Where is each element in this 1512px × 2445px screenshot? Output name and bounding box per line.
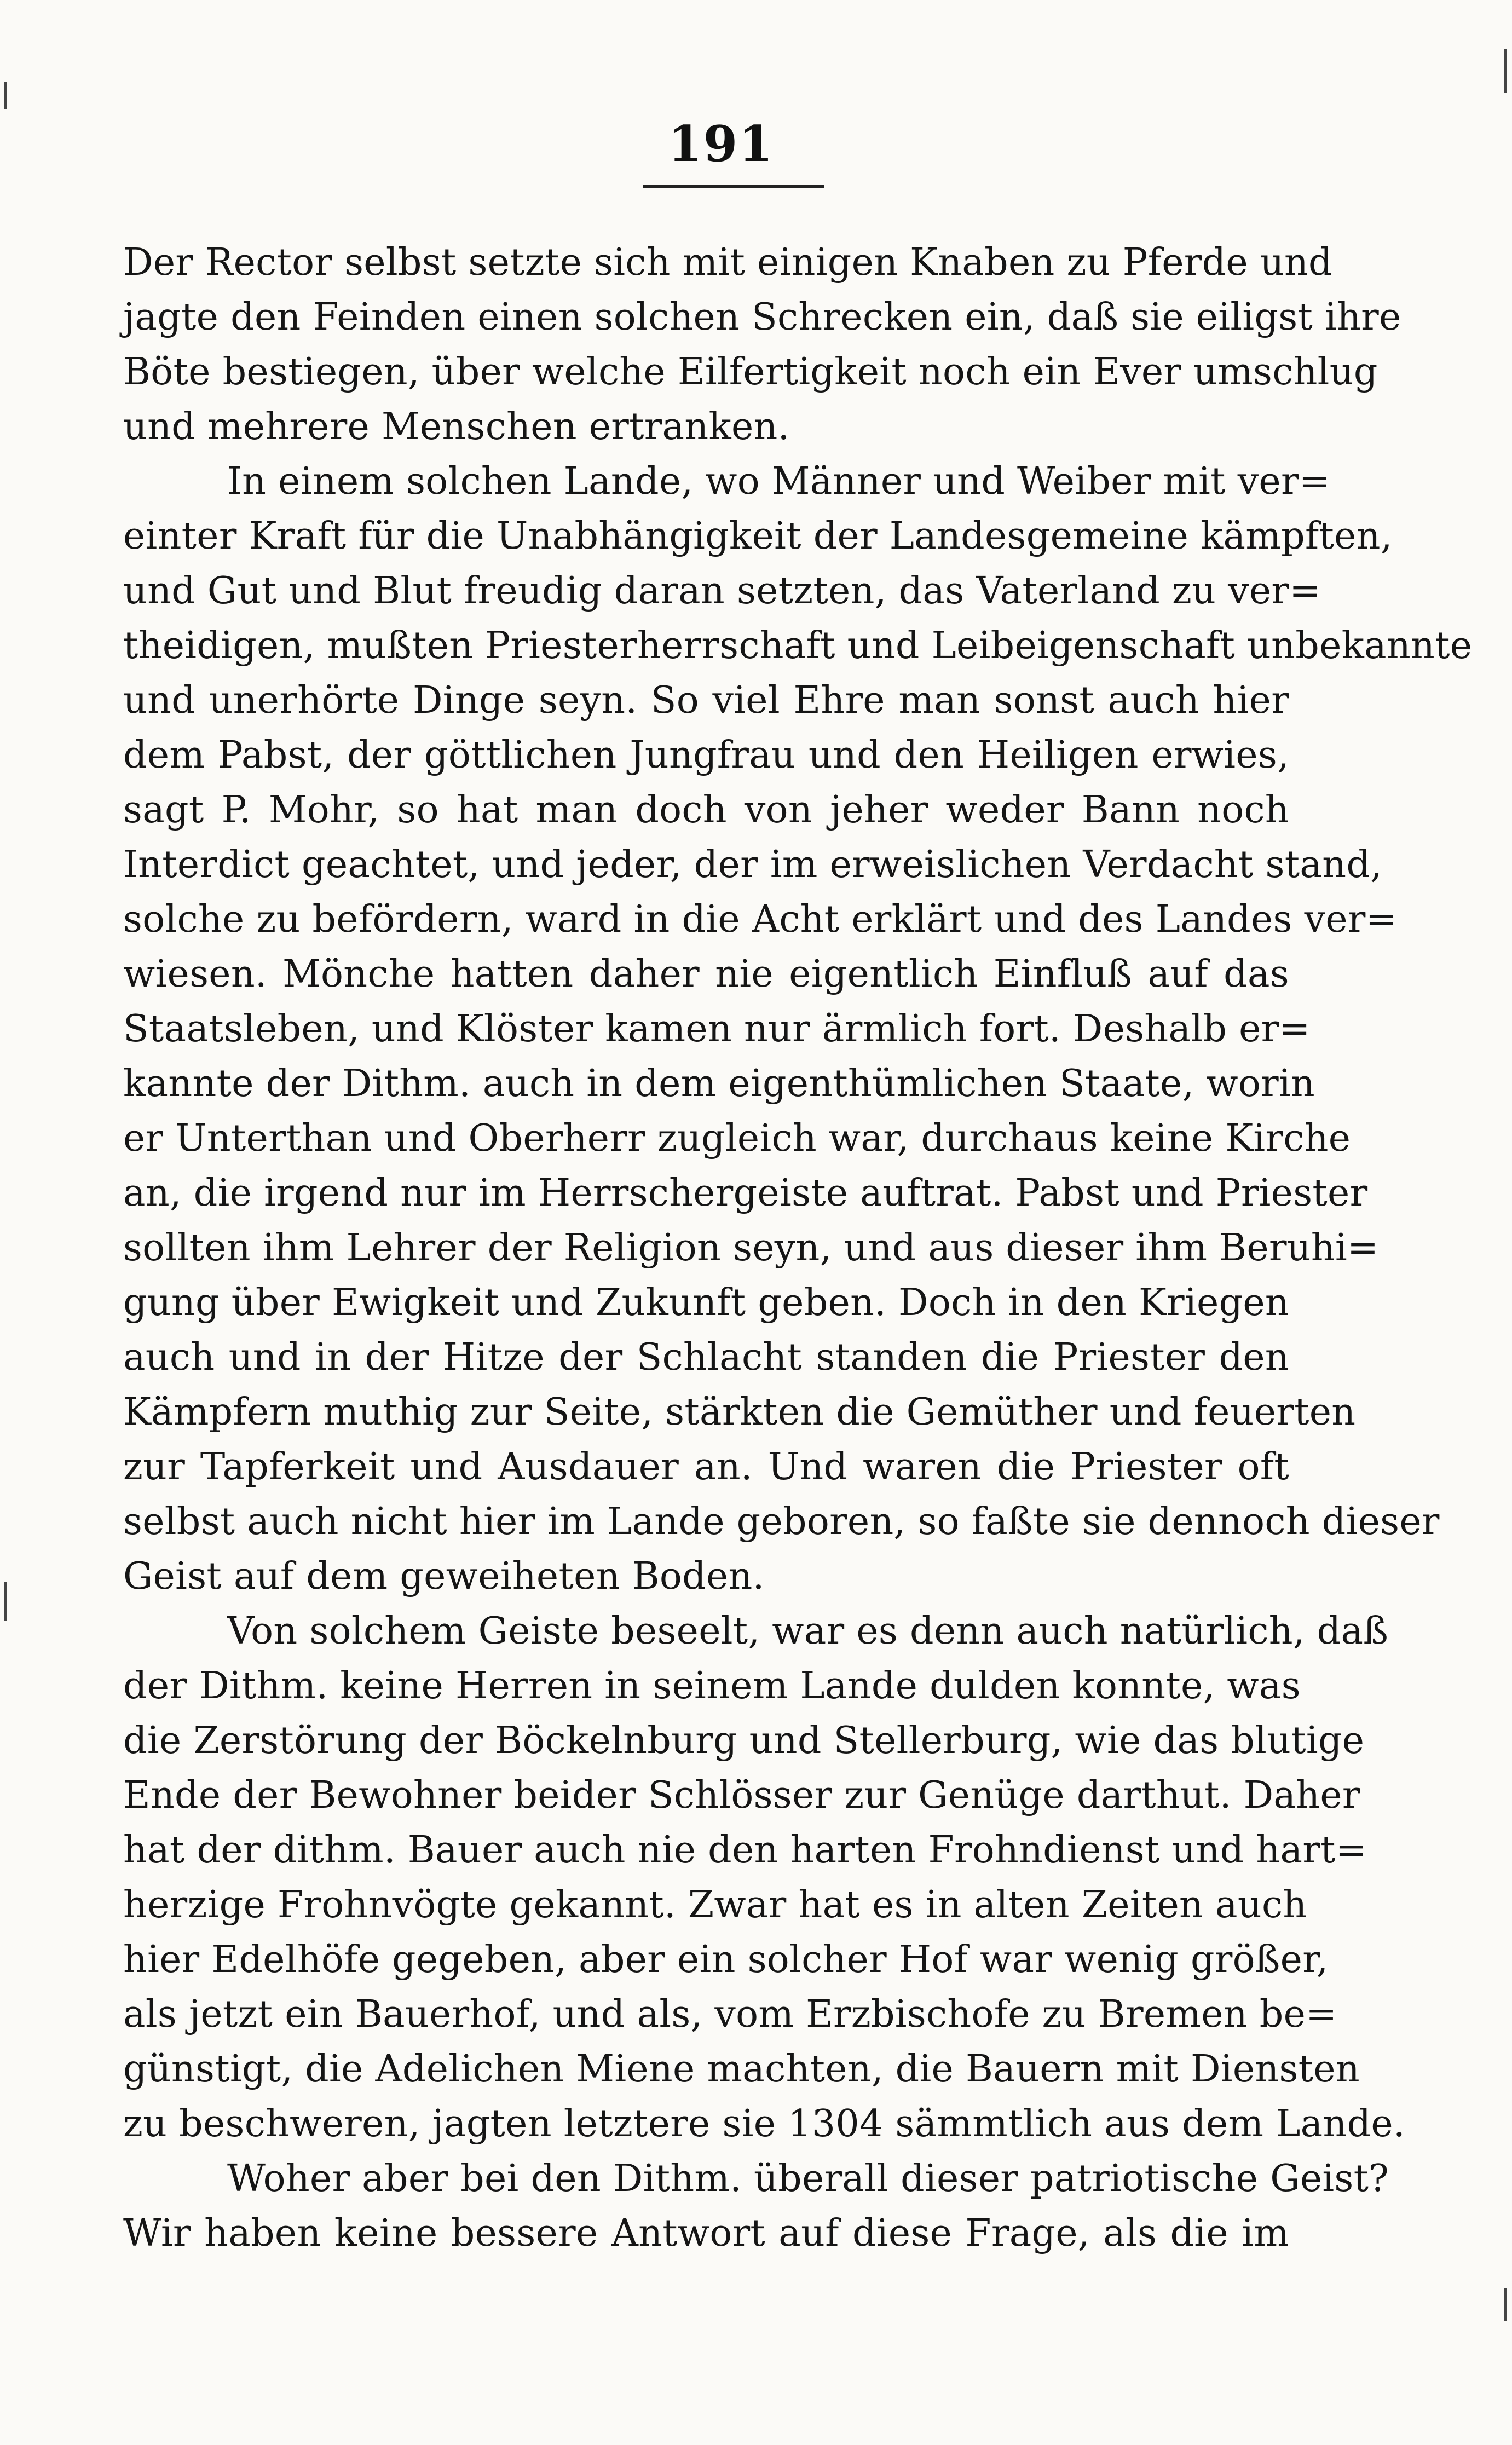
text-line: Von solchem Geiste beseelt, war es denn auch natürlich, daß <box>227 1610 1389 1653</box>
text-line: er Unterthan und Oberherr zugleich war, durchaus keine Kirche <box>123 1117 1351 1160</box>
header-rule <box>643 185 824 188</box>
text-line: die Zerstörung der Böckelnburg und Stellerburg, wie das blutige <box>123 1719 1365 1762</box>
text-line: kannte der Dithm. auch in dem eigenthümlichen Staate, worin <box>123 1062 1315 1105</box>
text-line: und mehrere Menschen ertranken. <box>123 405 790 448</box>
text-line: hat der dithm. Bauer auch nie den harten Frohndienst und hart= <box>123 1829 1367 1872</box>
text-line: sagt P. Mohr, so hat man doch von jeher weder Bann noch <box>123 788 1289 832</box>
text-line: hier Edelhöfe gegeben, aber ein solcher Hof war wenig größer, <box>123 1938 1329 1981</box>
text-line: auch und in der Hitze der Schlacht standen die Priester den <box>123 1336 1289 1379</box>
text-line: Geist auf dem geweiheten Boden. <box>123 1555 765 1598</box>
scan-edge-mark <box>4 82 7 109</box>
text-line: zur Tapferkeit und Ausdauer an. Und waren die Priester oft <box>123 1445 1289 1489</box>
page-number: 191 <box>668 115 774 173</box>
scan-edge-mark <box>1504 2288 1507 2321</box>
text-line: an, die irgend nur im Herrschergeiste auftrat. Pabst und Priester <box>123 1172 1368 1215</box>
text-line: solche zu befördern, ward in die Acht erklärt und des Landes ver= <box>123 898 1397 941</box>
text-line: Ende der Bewohner beider Schlösser zur Genüge darthut. Daher <box>123 1774 1360 1817</box>
text-line: Wir haben keine bessere Antwort auf diese Frage, als die im <box>123 2212 1289 2255</box>
text-line: dem Pabst, der göttlichen Jungfrau und den Heiligen erwies, <box>123 734 1289 777</box>
text-line: herzige Frohnvögte gekannt. Zwar hat es in alten Zeiten auch <box>123 1883 1307 1927</box>
scan-edge-mark <box>1504 49 1507 93</box>
text-line: Woher aber bei den Dithm. überall dieser patriotische Geist? <box>227 2157 1389 2200</box>
text-line: der Dithm. keine Herren in seinem Lande dulden konnte, was <box>123 1664 1301 1708</box>
scan-edge-mark <box>4 1582 7 1621</box>
text-line: einter Kraft für die Unabhängigkeit der Landesgemeine kämpften, <box>123 515 1393 558</box>
text-line: zu beschweren, jagten letztere sie 1304 sämmtlich aus dem Lande. <box>123 2102 1405 2146</box>
text-line: gung über Ewigkeit und Zukunft geben. Doch in den Kriegen <box>123 1281 1289 1324</box>
text-line: günstigt, die Adelichen Miene machten, die Bauern mit Diensten <box>123 2048 1360 2091</box>
text-line: Interdict geachtet, und jeder, der im erweislichen Verdacht stand, <box>123 843 1383 886</box>
text-line: Böte bestiegen, über welche Eilfertigkeit noch ein Ever umschlug <box>123 350 1378 394</box>
text-line: und unerhörte Dinge seyn. So viel Ehre man sonst auch hier <box>123 679 1289 722</box>
text-line: jagte den Feinden einen solchen Schrecken ein, daß sie eiligst ihre <box>123 296 1401 339</box>
text-line: selbst auch nicht hier im Lande geboren, so faßte sie dennoch dieser <box>123 1500 1440 1543</box>
text-line: Der Rector selbst setzte sich mit einigen Knaben zu Pferde und <box>123 241 1332 284</box>
page-body-text <box>123 235 1473 2261</box>
text-line: wiesen. Mönche hatten daher nie eigentlich Einfluß auf das <box>123 953 1289 996</box>
text-line: Kämpfern muthig zur Seite, stärkten die Gemüther und feuerten <box>123 1391 1356 1434</box>
text-line: als jetzt ein Bauerhof, und als, vom Erzbischofe zu Bremen be= <box>123 1993 1337 2036</box>
text-line: Staatsleben, und Klöster kamen nur ärmlich fort. Deshalb er= <box>123 1007 1311 1051</box>
text-line: und Gut und Blut freudig daran setzten, das Vaterland zu ver= <box>123 569 1321 613</box>
text-line: sollten ihm Lehrer der Religion seyn, und aus dieser ihm Beruhi= <box>123 1226 1379 1270</box>
text-line: In einem solchen Lande, wo Männer und Weiber mit ver= <box>227 460 1331 503</box>
text-line: theidigen, mußten Priesterherrschaft und Leibeigenschaft unbekannte <box>123 624 1473 667</box>
